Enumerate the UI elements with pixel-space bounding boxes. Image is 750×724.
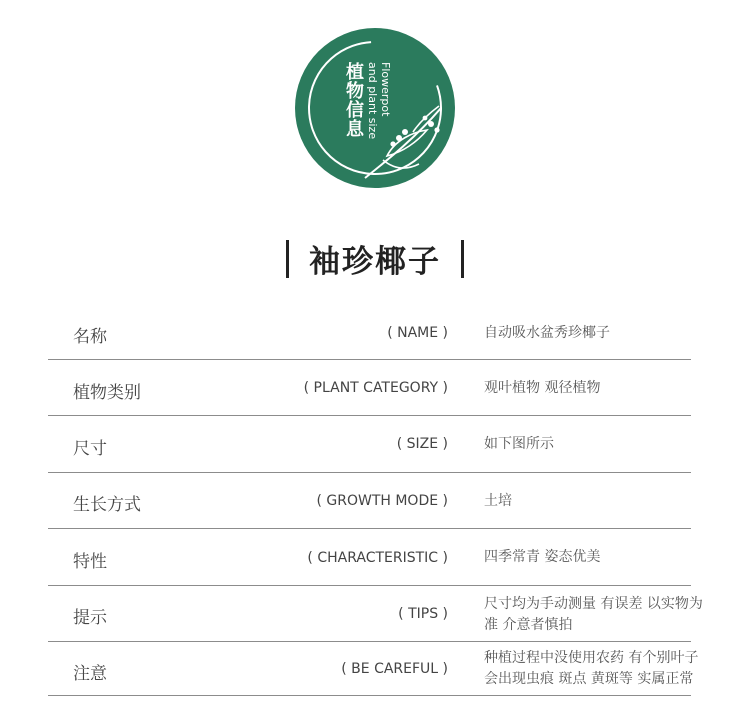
heading-left-bar	[286, 240, 289, 278]
table-row	[48, 473, 691, 529]
table-row	[48, 586, 703, 642]
table-row	[48, 529, 691, 586]
row-label: 名称	[73, 327, 107, 347]
row-label: 提示	[73, 608, 107, 628]
row-value: 观叶植物 观径植物	[484, 380, 601, 396]
row-label: 植物类别	[73, 383, 141, 403]
row-label-en: ( BE CAREFUL )	[341, 661, 448, 677]
row-label-en: ( GROWTH MODE )	[316, 493, 448, 509]
row-label-en: ( CHARACTERISTIC )	[307, 550, 448, 566]
row-label-en: ( PLANT CATEGORY )	[303, 380, 448, 396]
row-value: 种植过程中没使用农药 有个别叶子会出现虫痕 斑点 黄斑等 实属正常	[484, 650, 699, 687]
row-value: 尺寸均为手动测量 有误差 以实物为准 介意者慎拍	[484, 596, 703, 633]
row-label-en: ( SIZE )	[396, 436, 448, 452]
row-value: 自动吸水盆秀珍椰子	[484, 325, 610, 341]
badge-subtitle	[366, 62, 392, 139]
badge-subtitle-line1: Flowerpot	[379, 62, 392, 117]
row-label: 生长方式	[73, 495, 141, 515]
row-value: 四季常青 姿态优美	[484, 549, 601, 565]
plant-info-table	[48, 305, 703, 696]
row-value: 如下图所示	[484, 436, 554, 452]
row-label: 尺寸	[73, 439, 107, 459]
heading-right-bar	[461, 240, 464, 278]
plant-name-heading	[0, 236, 750, 281]
row-label: 注意	[73, 664, 107, 684]
table-row	[48, 360, 691, 416]
badge-title: 植物信息	[343, 62, 364, 138]
row-label-en: ( NAME )	[387, 325, 448, 341]
plant-name: 袖珍椰子	[309, 244, 441, 280]
badge-subtitle-line2: and plant size	[366, 62, 379, 140]
row-value: 土培	[484, 493, 512, 509]
table-row	[48, 305, 691, 360]
row-label-en: ( TIPS )	[398, 606, 448, 622]
row-label: 特性	[73, 552, 107, 572]
table-row	[48, 642, 699, 696]
table-row	[48, 416, 691, 473]
